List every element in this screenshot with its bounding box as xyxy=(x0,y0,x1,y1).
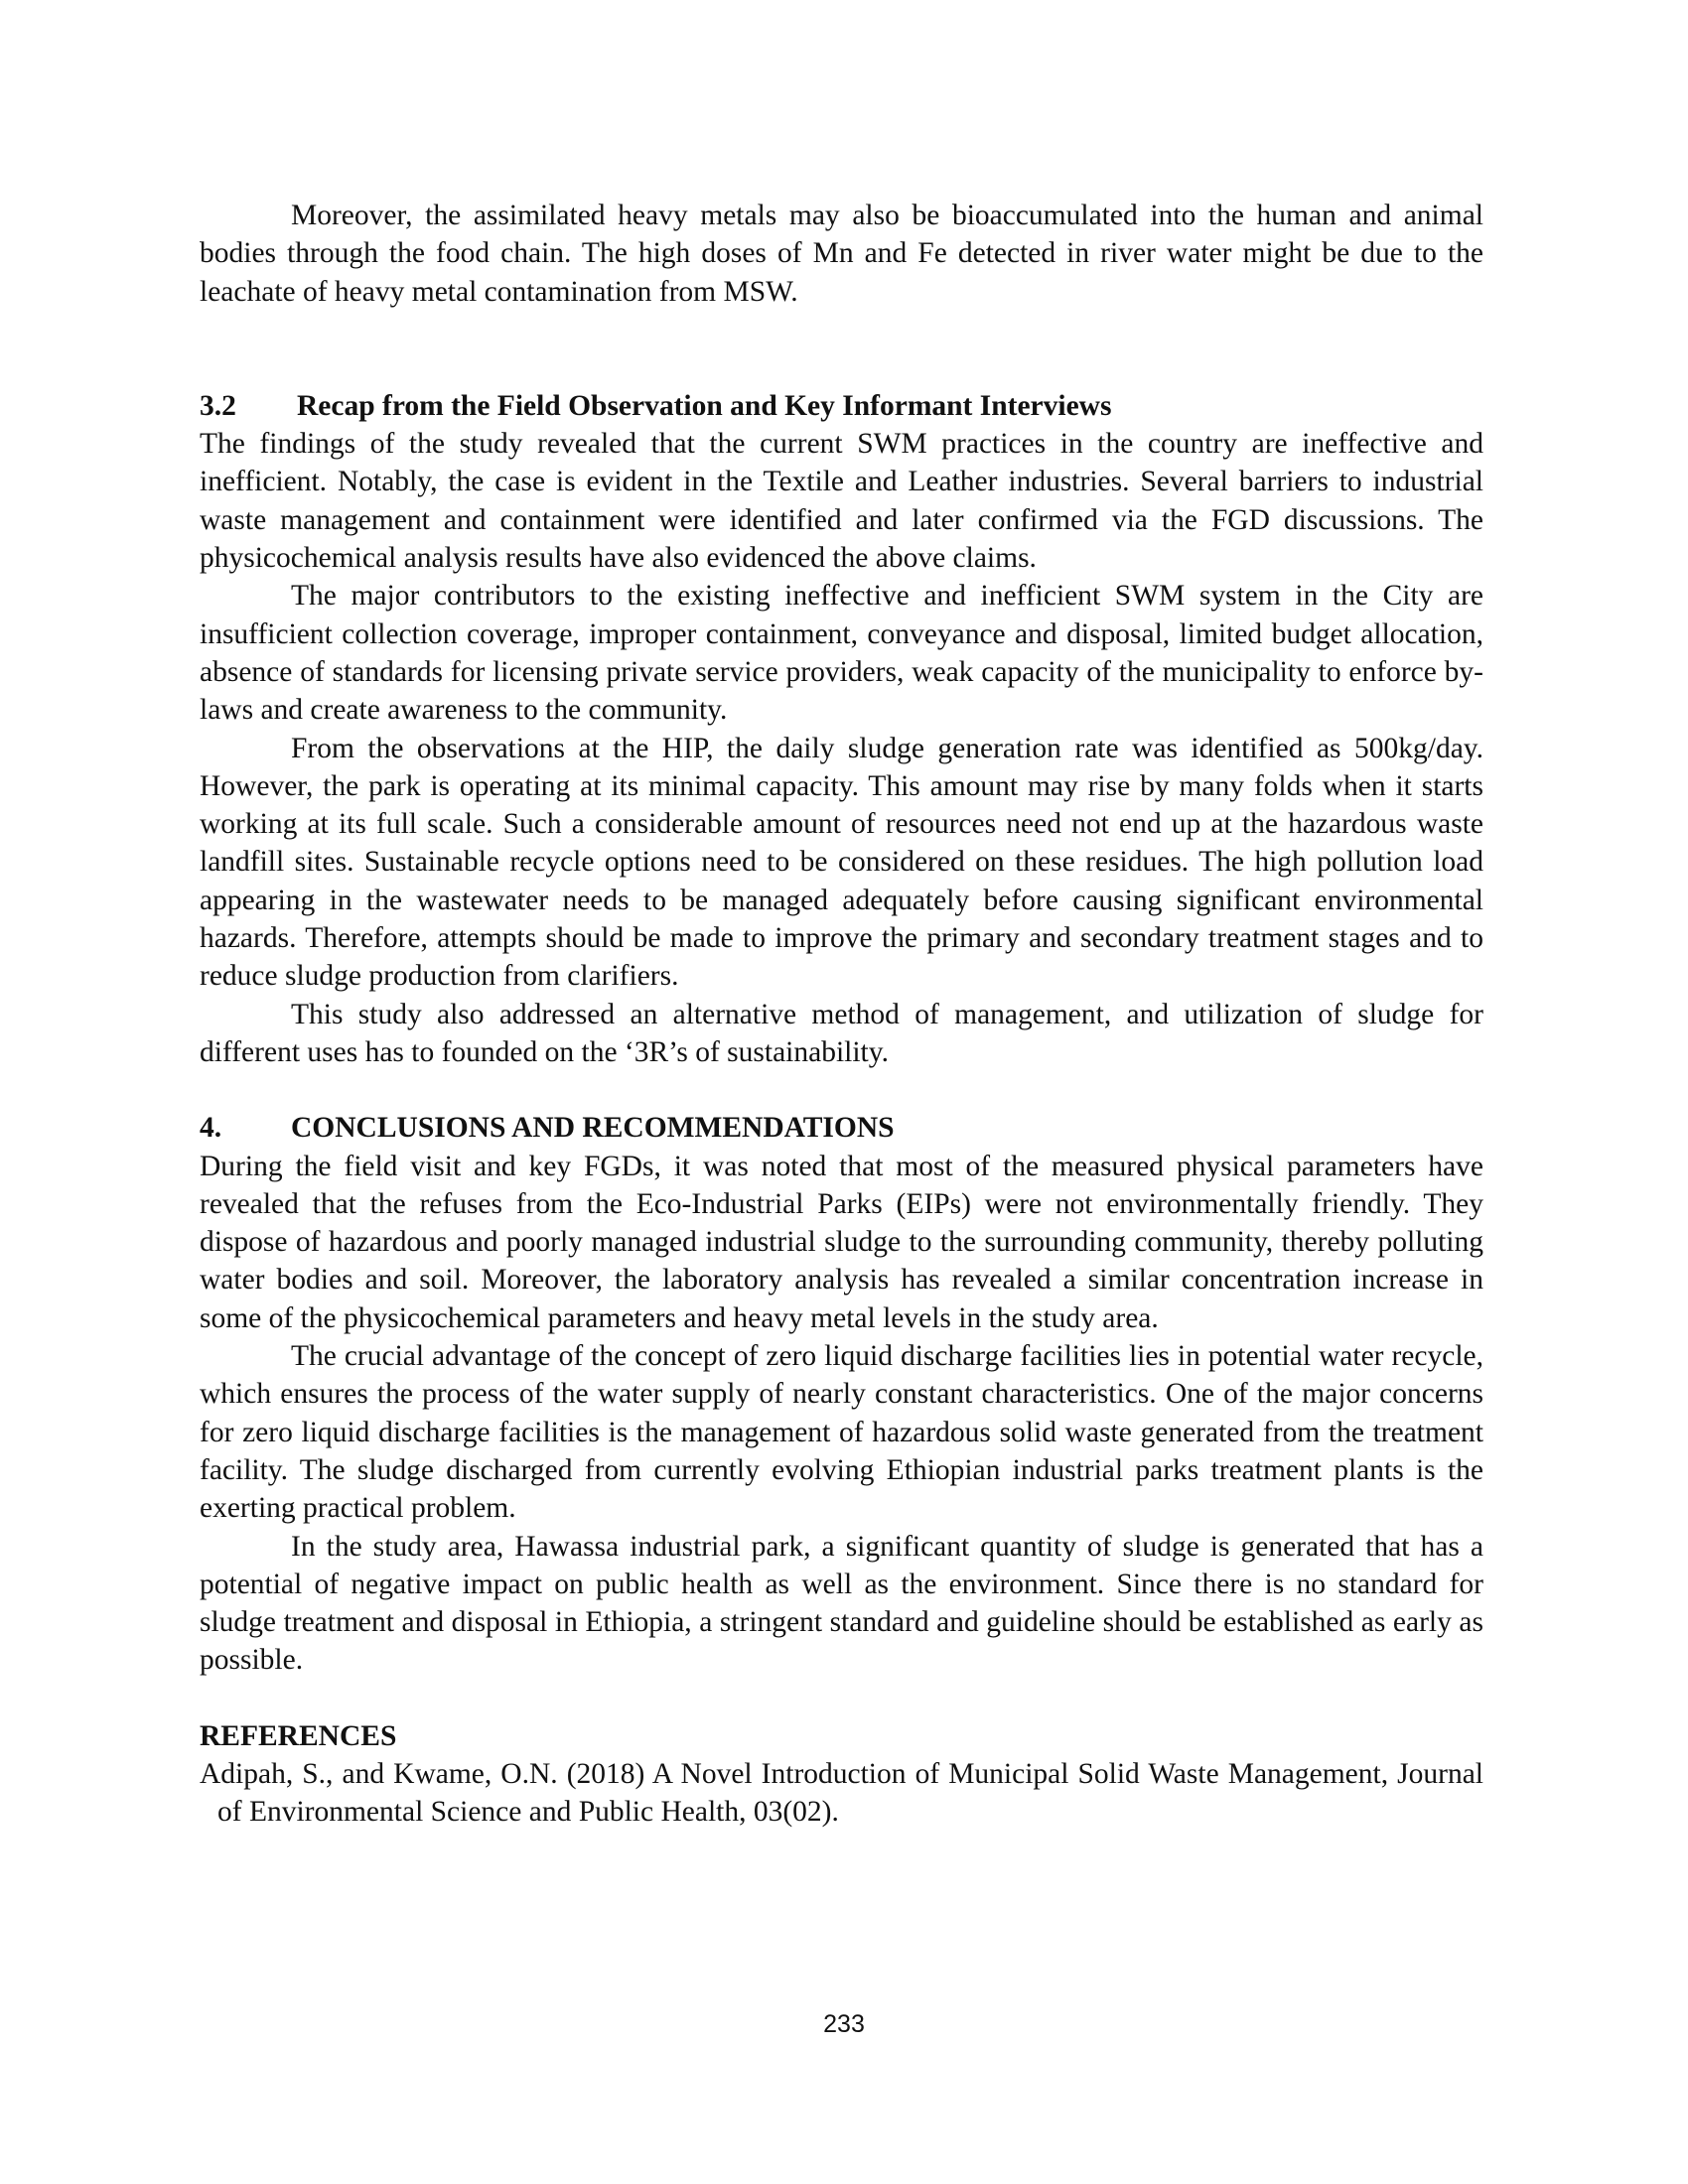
section-3-2 xyxy=(200,387,1483,1071)
body-paragraph: In the study area, Hawassa industrial park, a significant quantity of sludge is generated that has a potential of negative impact on public health as well as the environment. Since there is no standard for sludge treatment and disposal in Ethiopia, a stringent standard and guideline should be established as early as possible. xyxy=(200,1530,1483,1677)
section-heading xyxy=(200,387,1483,425)
body-paragraph: The major contributors to the existing ineffective and inefficient SWM system in the City are insufficient collection coverage, improper containment, conveyance and disposal, limited budget allocation, absence of standards for licensing private service providers, weak capacity of the municipality to enforce by-laws and create awareness to the community. xyxy=(200,580,1483,727)
section-number: 3.2 xyxy=(200,389,236,422)
page-number: 233 xyxy=(823,2010,865,2038)
section-4 xyxy=(200,1109,1483,1679)
body-paragraph: From the observations at the HIP, the daily sludge generation rate was identified as 500kg/day. However, the park is operating at its minimal capacity. This amount may rise by many folds when it starts working at its full scale. Such a considerable amount of resources need not end up at the hazardous waste landfill sites. Sustainable recycle options need to be considered on these residues. The high pollution load appearing in the wastewater needs to be managed adequately before causing significant environmental hazards. Therefore, attempts should be made to improve the primary and secondary treatment stages and to reduce sludge production from clarifiers. xyxy=(200,732,1483,993)
intro-paragraph: Moreover, the assimilated heavy metals may also be bioaccumulated into the human and animal bodies through the food chain. The high doses of Mn and Fe detected in river water might be due to the leachate of heavy metal contamination from MSW. xyxy=(200,200,1483,308)
references-heading: REFERENCES xyxy=(200,1719,397,1752)
page-body xyxy=(200,197,1483,1832)
references-section xyxy=(200,1717,1483,1832)
body-paragraph: The findings of the study revealed that the current SWM practices in the country are ineffective and inefficient. Notably, the case is evident in the Textile and Leather industries. Several barriers to industrial waste management and containment were identified and later confirmed via the FGD discussions. The physicochemical analysis results have also evidenced the above claims. xyxy=(200,428,1483,575)
section-number: 4. xyxy=(200,1112,222,1145)
body-paragraph: This study also addressed an alternative method of management, and utilization of sludge for different uses has to founded on the ‘3R’s of sustainability. xyxy=(200,998,1483,1068)
section-heading xyxy=(200,1109,1483,1147)
body-paragraph: The crucial advantage of the concept of zero liquid discharge facilities lies in potential water recycle, which ensures the process of the water supply of nearly constant characteristics. One of the major concerns for zero liquid discharge facilities is the management of hazardous solid waste generated from the treatment facility. The sludge discharged from currently evolving Ethiopian industrial parks treatment plants is the exerting practical problem. xyxy=(200,1340,1483,1525)
reference-entry: Adipah, S., and Kwame, O.N. (2018) A Novel Introduction of Municipal Solid Waste Management, Journal of Environmental Science and Public Health, 03(02). xyxy=(200,1757,1483,1829)
section-title: CONCLUSIONS AND RECOMMENDATIONS xyxy=(291,1112,895,1145)
body-paragraph: During the field visit and key FGDs, it was noted that most of the measured physical parameters have revealed that the refuses from the Eco-Industrial Parks (EIPs) were not environmentally friendly. They dispose of hazardous and poorly managed industrial sludge to the surrounding community, thereby polluting water bodies and soil. Moreover, the laboratory analysis has revealed a similar concentration increase in some of the physicochemical parameters and heavy metal levels in the study area. xyxy=(200,1150,1483,1334)
section-title: Recap from the Field Observation and Key Informant Interviews xyxy=(297,389,1112,422)
